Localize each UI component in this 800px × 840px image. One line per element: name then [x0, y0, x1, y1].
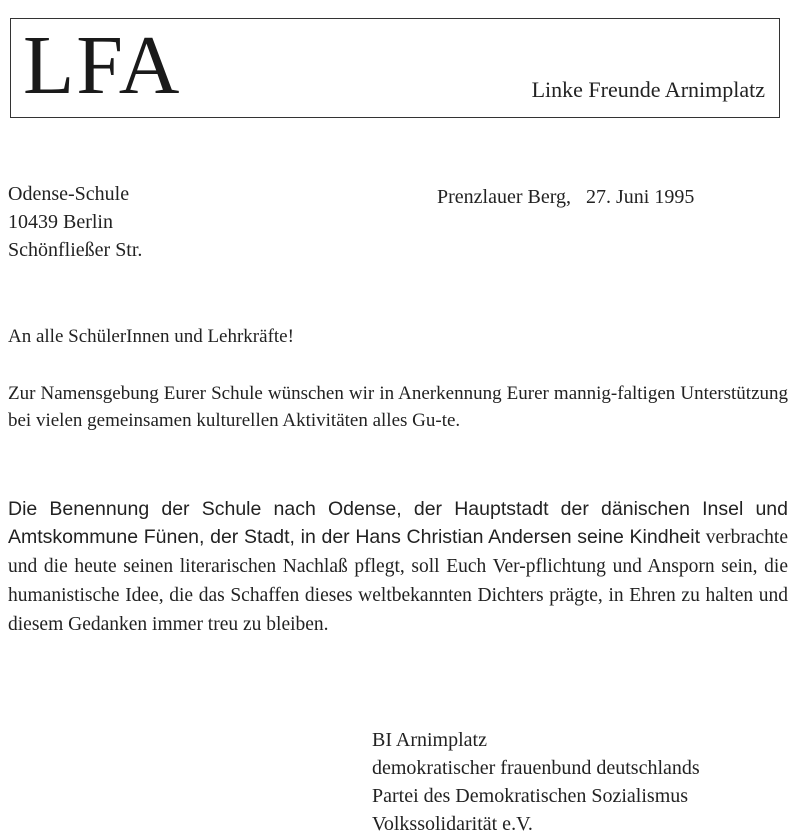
- body-paragraph-1: Zur Namensgebung Eurer Schule wünschen wir in Anerkennung Eurer mannig-faltigen Unterstützung bei vielen gemeinsamen kulturellen Aktivitäten alles Gu-te.: [8, 383, 788, 431]
- salutation: An alle SchülerInnen und Lehrkräfte!: [8, 326, 294, 347]
- recipient-line: Schönfließer Str.: [8, 239, 143, 261]
- signatory: demokratischer frauenbund deutschlands: [372, 757, 700, 779]
- recipient-address: [8, 180, 142, 264]
- recipient-line: Odense-Schule: [8, 183, 130, 205]
- recipient-line: 10439 Berlin: [8, 211, 113, 233]
- signatory: BI Arnimplatz: [372, 729, 487, 751]
- body-paragraph-2: [8, 495, 788, 639]
- body-paragraph-2-part-1: Die Benennung der Schule nach Odense, der Hauptstadt der dänischen Insel und Amtskommune Fünen, der Stadt, in der Hans Christian Andersen seine Kindheit: [8, 498, 788, 548]
- place-and-date: Prenzlauer Berg, 27. Juni 1995: [437, 186, 695, 208]
- signatory: Volkssolidarität e.V.: [372, 813, 533, 835]
- organization-name: Linke Freunde Arnimplatz: [531, 77, 765, 102]
- signatories-list: [372, 726, 700, 838]
- organization-logo: LFA: [23, 19, 182, 112]
- signatory: Partei des Demokratischen Sozialismus: [372, 785, 689, 807]
- body-paragraph-2-part-2: verbrachte und die heute seinen literarischen Nachlaß pflegt, soll Euch Ver-pflichtung und Ansporn sein, die humanistische Idee, die das Schaffen dieses weltbekannten Dichters prägte, in Ehren zu halten und diesem Gedanken immer treu zu bleiben.: [8, 527, 788, 635]
- letterhead-box: [10, 18, 780, 118]
